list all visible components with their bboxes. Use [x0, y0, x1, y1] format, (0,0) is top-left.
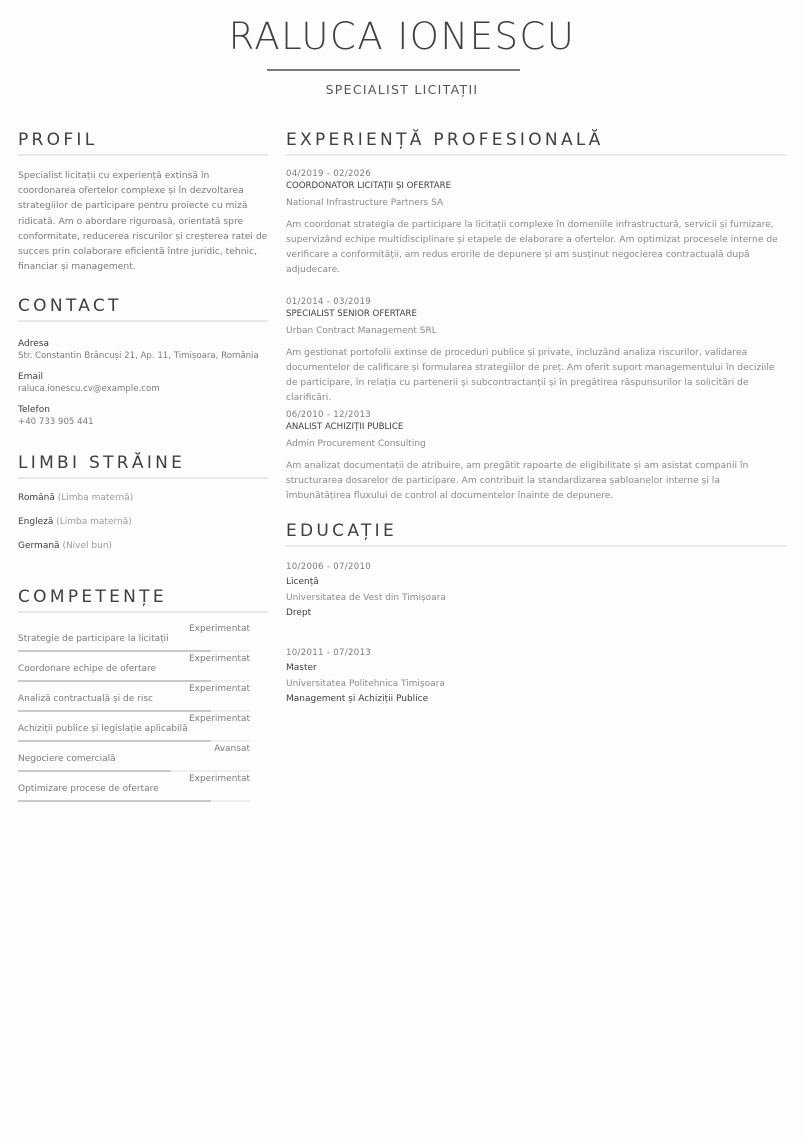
skill-bar-fill [18, 650, 211, 652]
header-divider [267, 69, 520, 71]
job-company: Urban Contract Management SRL [286, 326, 437, 336]
skill-name: Coordonare echipe de ofertare [18, 664, 157, 674]
skill-bar [18, 800, 250, 802]
job-company: Admin Procurement Consulting [286, 439, 426, 449]
job-entry [286, 409, 786, 503]
education-degree: Licență [286, 577, 319, 587]
contact-label: Adresa [18, 339, 49, 349]
contact-phone [18, 405, 268, 428]
skill-item [18, 624, 250, 654]
phone-value: +40 733 905 441 [18, 417, 94, 427]
language-level: (Limba maternă) [56, 517, 132, 527]
education-field: Management și Achiziții Publice [286, 694, 429, 704]
education-degree: Master [286, 663, 317, 673]
job-description: Am analizat documentații de atribuire, am pregătit rapoarte de eligibilitate și am asistat companii în structurarea dosarelor de participare. Am contribuit la standardizarea șabloanelor interne și la îmbunătățirea fluxului de control al documentelor înainte de depunere. [286, 460, 749, 501]
skill-level: Experimentat [188, 774, 250, 784]
skill-level: Experimentat [188, 654, 250, 664]
skill-bar [18, 740, 250, 742]
profile-divider [18, 154, 268, 156]
skills-divider [18, 611, 268, 613]
language-name: Română [18, 493, 55, 503]
job-dates: 06/2010 - 12/2013 [286, 410, 372, 420]
education-entry [286, 561, 786, 619]
skill-item [18, 684, 250, 714]
language-level: (Limba maternă) [57, 493, 134, 503]
languages-heading: LIMBI STRĂINE [18, 453, 186, 473]
skill-name: Analiză contractuală și de risc [18, 694, 153, 704]
skills-heading: COMPETENȚE [18, 587, 167, 607]
job-description: Am gestionat portofolii extinse de proceduri publice și private, incluzând analiza riscurilor, validarea documentelor de calificare și formularea strategiilor de preț. Am oferit suport managementului în deciziile de participare, în relația cu partenerii și subcontractanții și în pregătirea răspunsurilor la solicitări de clarificări. [286, 347, 775, 403]
skill-bar [18, 770, 250, 772]
language-item [18, 493, 133, 503]
skill-item [18, 744, 250, 774]
job-title: ANALIST ACHIZIȚII PUBLICE [286, 422, 404, 432]
skill-item [18, 774, 250, 804]
contact-label: Telefon [18, 405, 50, 415]
language-name: Engleză [18, 517, 54, 527]
job-entry [286, 296, 786, 405]
education-divider [286, 545, 786, 547]
skill-bar-fill [18, 680, 211, 682]
skill-level: Experimentat [188, 624, 250, 634]
languages-divider [18, 477, 268, 479]
education-heading: EDUCAȚIE [286, 521, 397, 541]
language-name: Germană [18, 541, 60, 551]
job-title: SPECIALIST SENIOR OFERTARE [286, 309, 417, 319]
skill-bar-fill [18, 740, 211, 742]
education-school: Universitatea Politehnica Timișoara [286, 679, 445, 689]
skill-bar [18, 710, 250, 712]
skill-name: Optimizare procese de ofertare [18, 784, 159, 794]
skill-name: Achiziții publice și legislație aplicabilă [18, 724, 188, 734]
skill-bar [18, 650, 250, 652]
contact-heading: CONTACT [18, 296, 122, 316]
contact-divider [18, 320, 268, 322]
skill-bar-fill [18, 710, 211, 712]
job-dates: 01/2014 - 03/2019 [286, 297, 372, 307]
job-entry [286, 168, 786, 277]
skill-bar-fill [18, 800, 211, 802]
education-dates: 10/2011 - 07/2013 [286, 648, 372, 658]
job-dates: 04/2019 - 02/2026 [286, 169, 372, 179]
profile-heading: PROFIL [18, 130, 98, 150]
contact-address [18, 339, 268, 362]
job-title: COORDONATOR LICITAȚII ȘI OFERTARE [286, 181, 452, 191]
education-field: Drept [286, 608, 312, 618]
contact-label: Email [18, 372, 43, 382]
profile-text: Specialist licitații cu experiență extinsă în coordonarea ofertelor complexe și în dezvoltarea strategiilor de participare pentru proiecte cu miză ridicată. Am o abordare riguroasă, orientată spre conformitate, reducerea riscurilor și creșterea ratei de succes prin colaborare eficientă între juridic, tehnic, financiar și management. [18, 170, 268, 273]
education-dates: 10/2006 - 07/2010 [286, 562, 372, 572]
skill-item [18, 654, 250, 684]
language-item [18, 517, 132, 527]
language-item [18, 541, 112, 551]
skill-level: Experimentat [188, 684, 250, 694]
experience-divider [286, 154, 786, 156]
experience-heading: EXPERIENȚĂ PROFESIONALĂ [286, 130, 604, 150]
education-entry [286, 647, 786, 705]
candidate-title: SPECIALIST LICITAȚII [325, 82, 479, 97]
skill-level: Avansat [214, 744, 250, 754]
skill-item [18, 714, 250, 744]
contact-email [18, 372, 268, 395]
skill-bar [18, 680, 250, 682]
job-description: Am coordonat strategia de participare la licitații complexe în domeniile infrastructură, servicii și furnizare, supervizând echipe multidisciplinare și etapele de elaborare a ofertelor. Am optimizat procesele interne de verificare a conformității, am redus erorile de depunere și am susținut negocierea contractuală după adjudecare. [286, 219, 778, 275]
education-school: Universitatea de Vest din Timișoara [286, 593, 446, 603]
email-link[interactable]: raluca.ionescu.cv@example.com [18, 384, 160, 394]
address-value: Str. Constantin Brâncuși 21, Ap. 11, Timișoara, România [18, 351, 259, 361]
skill-level: Experimentat [188, 714, 250, 724]
skill-bar-fill [18, 770, 171, 772]
skill-name: Negociere comercială [18, 754, 116, 764]
language-level: (Nivel bun) [62, 541, 113, 551]
job-company: National Infrastructure Partners SA [286, 198, 444, 208]
candidate-name: RALUCA IONESCU [228, 15, 576, 58]
skill-name: Strategie de participare la licitații [18, 634, 169, 644]
